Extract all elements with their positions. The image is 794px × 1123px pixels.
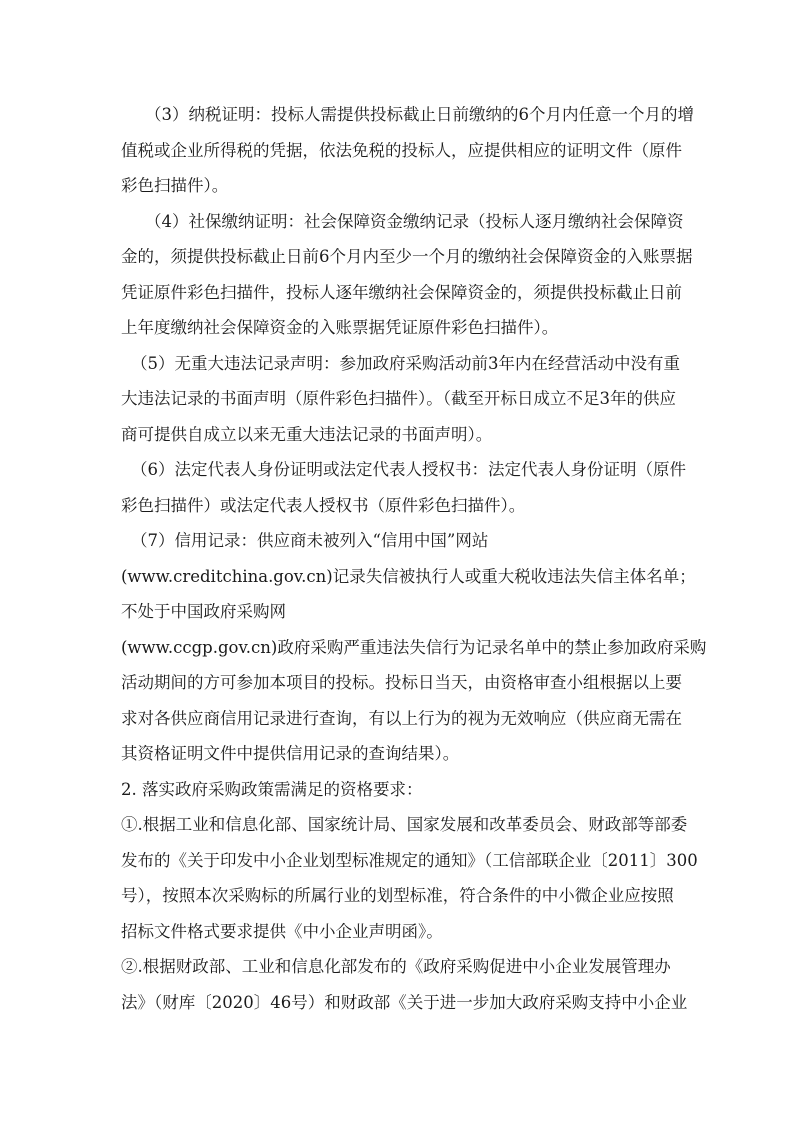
text-line: （3）纳税证明：投标人需提供投标截止日前缴纳的6个月内任意一个月的增 bbox=[145, 105, 694, 124]
text-line: 号），按照本次采购标的所属行业的划型标准，符合条件的中小微企业应按照 bbox=[121, 886, 674, 905]
section-heading: 2. 落实政府采购政策需满足的资格要求： bbox=[121, 779, 423, 799]
paragraph-tax-proof bbox=[121, 97, 694, 204]
paragraph-social-security-proof bbox=[121, 204, 693, 346]
text-line: 不处于中国政府采购网 bbox=[121, 602, 286, 621]
document-body bbox=[121, 97, 707, 1020]
text-line: （5）无重大违法记录声明：参加政府采购活动前3年内在经营活动中没有重 bbox=[131, 353, 680, 373]
text-line: 凭证原件彩色扫描件，投标人逐年缴纳社会保障资金的，须提供投标截止日前 bbox=[121, 282, 682, 302]
text-line: 商可提供自成立以来无重大违法记录的书面声明）。 bbox=[121, 424, 493, 444]
text-line: 求对各供应商信用记录进行查询，有以上行为的视为无效响应（供应商无需在 bbox=[121, 708, 682, 728]
text-line: ②.根据财政部、工业和信息化部发布的《政府采购促进中小企业发展管理办 bbox=[121, 957, 671, 976]
text-line: 发布的《关于印发中小企业划型标准规定的通知》（工信部联企业〔2011〕300 bbox=[121, 850, 698, 870]
text-line: ①.根据工业和信息化部、国家统计局、国家发展和改革委员会、财政部等部委 bbox=[121, 815, 688, 834]
text-line: 大违法记录的书面声明（原件彩色扫描件）。（截至开标日成立不足3年的供应 bbox=[121, 389, 676, 408]
text-line: 彩色扫描件）。 bbox=[121, 176, 229, 195]
text-line: 活动期间的方可参加本项目的投标。投标日当天，由资格审查小组根据以上要 bbox=[121, 673, 682, 692]
paragraph-legal-rep-proof bbox=[121, 452, 686, 523]
text-line: 招标文件格式要求提供《中小企业声明函》。 bbox=[121, 921, 443, 941]
text-line: 上年度缴纳社会保障资金的入账票据凭证原件彩色扫描件）。 bbox=[121, 318, 559, 337]
text-line: （4）社保缴纳证明：社会保障资金缴纳记录（投标人逐月缴纳社会保障资 bbox=[145, 211, 684, 231]
paragraph-policy-requirements bbox=[121, 772, 681, 808]
text-line: 值税或企业所得税的凭据，依法免税的投标人，应提供相应的证明文件（原件 bbox=[121, 140, 682, 160]
text-line: （6）法定代表人身份证明或法定代表人授权书：法定代表人身份证明（原件 bbox=[131, 460, 686, 479]
paragraph-credit-record bbox=[121, 523, 707, 772]
paragraph-sme-development bbox=[121, 949, 688, 1020]
text-line: 其资格证明文件中提供信用记录的查询结果）。 bbox=[121, 744, 460, 763]
paragraph-sme-classification bbox=[121, 807, 698, 949]
text-line: (www.creditchina.gov.cn)记录失信被执行人或重大税收违法失信主体名单； bbox=[121, 566, 696, 586]
text-line: 金的，须提供投标截止日前6个月内至少一个月的缴纳社会保障资金的入账票据 bbox=[121, 247, 693, 266]
text-line: 彩色扫描件）或法定代表人授权书（原件彩色扫描件）。 bbox=[121, 495, 526, 515]
text-line: (www.ccgp.gov.cn)政府采购严重违法失信行为记录名单中的禁止参加政府采购 bbox=[121, 637, 707, 657]
text-line: 法》（财库〔2020〕46号）和财政部《关于进一步加大政府采购支持中小企业 bbox=[121, 992, 688, 1012]
paragraph-no-violation-statement bbox=[121, 346, 681, 453]
text-line: （7）信用记录：供应商未被列入“信用中国”网站 bbox=[131, 531, 489, 550]
